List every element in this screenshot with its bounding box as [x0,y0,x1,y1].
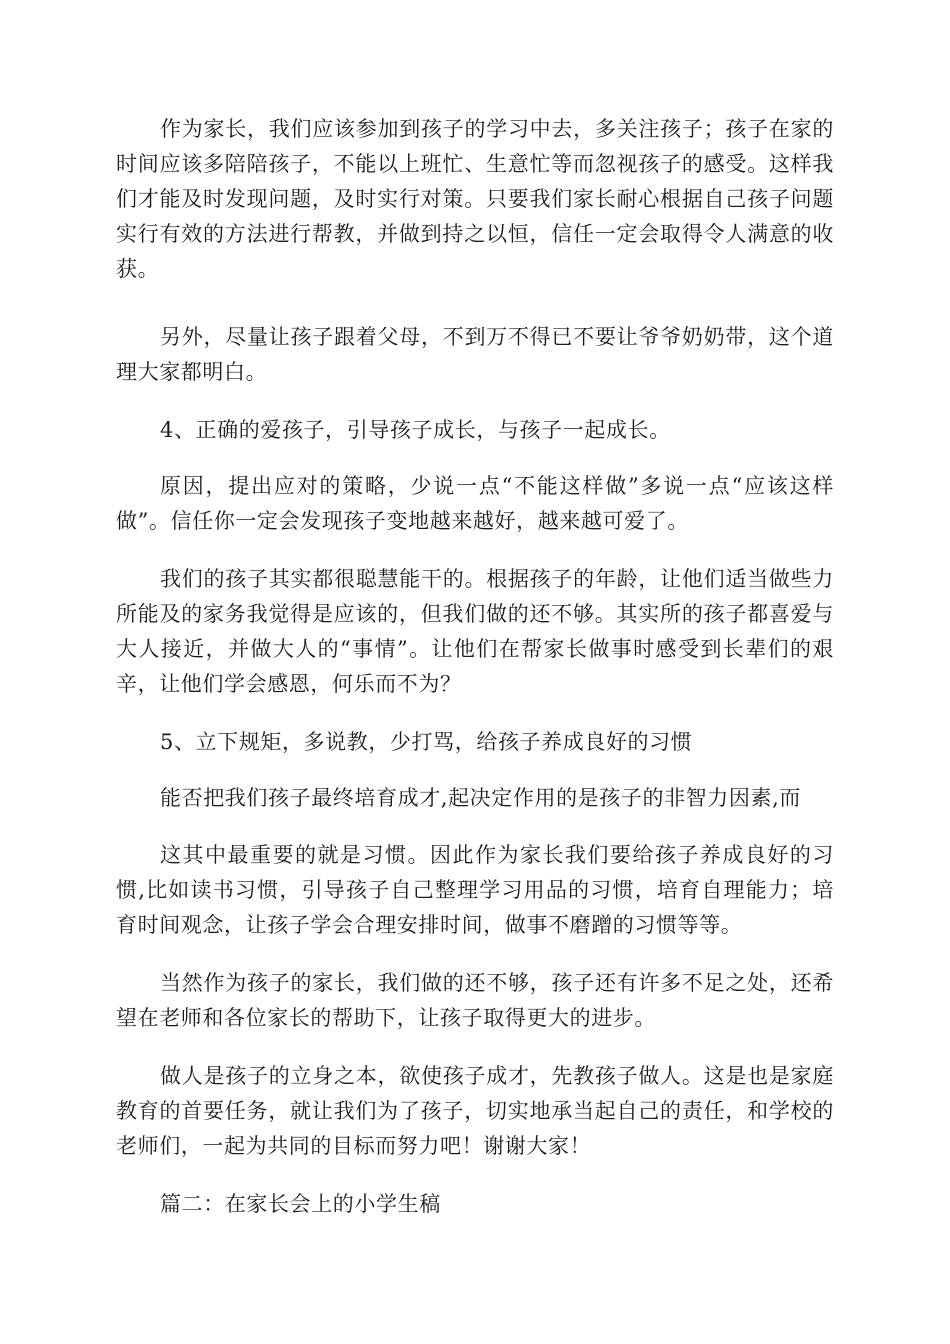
paragraph-strategy: 原因，提出应对的策略，少说一点“不能这样做”多说一点“应该这样做”。信任你一定会发现孩子变地越来越好，越来越可爱了。 [116,474,834,533]
paragraph-parent-involvement: 作为家长，我们应该参加到孩子的学习中去，多关注孩子；孩子在家的时间应该多陪陪孩子，不能以上班忙、生意忙等而忽视孩子的感受。这样我们才能及时发现问题，及时实行对策。只要我们家长耐心根据自己孩子问题实行有效的方法进行帮教，并做到持之以恒，信任一定会取得令人满意的收获。 [116,117,834,281]
section-title-part-two: 篇二：在家长会上的小学生稿 [160,1192,441,1216]
paragraph-progress: 当然作为孩子的家长，我们做的还不够，孩子还有许多不足之处，还希望在老师和各位家长的帮助下，让孩子取得更大的进步。 [116,971,834,1030]
paragraph-habits: 这其中最重要的就是习惯。因此作为家长我们要给孩子养成良好的习惯,比如读书习惯，引导孩子自己整理学习用品的习惯，培育自理能力；培育时间观念，让孩子学会合理安排时间，做事不磨蹭的习惯等等。 [116,843,834,937]
paragraph-chores: 我们的孩子其实都很聪慧能干的。根据孩子的年龄，让他们适当做些力所能及的家务我觉得是应该的，但我们做的还不够。其实所的孩子都喜爱与大人接近，并做大人的“事情”。让他们在帮家长做事时感受到长辈们的艰辛，让他们学会感恩，何乐而不为？ [116,567,834,696]
heading-section-5: 5、立下规矩，多说教，少打骂，给孩子养成良好的习惯 [160,730,693,754]
paragraph-grandparents: 另外，尽量让孩子跟着父母，不到万不得已不要让爷爷奶奶带，这个道理大家都明白。 [116,325,834,384]
heading-section-4: 4、正确的爱孩子，引导孩子成长，与孩子一起成长。 [160,418,671,442]
paragraph-conclusion: 做人是孩子的立身之本，欲使孩子成才，先教孩子做人。这是也是家庭教育的首要任务，就让我们为了孩子，切实地承当起自己的责任，和学校的老师们，一起为共同的目标而努力吧！谢谢大家！ [116,1064,834,1158]
paragraph-non-intellectual-factors: 能否把我们孩子最终培育成才,起决定作用的是孩子的非智力因素,而 [160,786,801,810]
